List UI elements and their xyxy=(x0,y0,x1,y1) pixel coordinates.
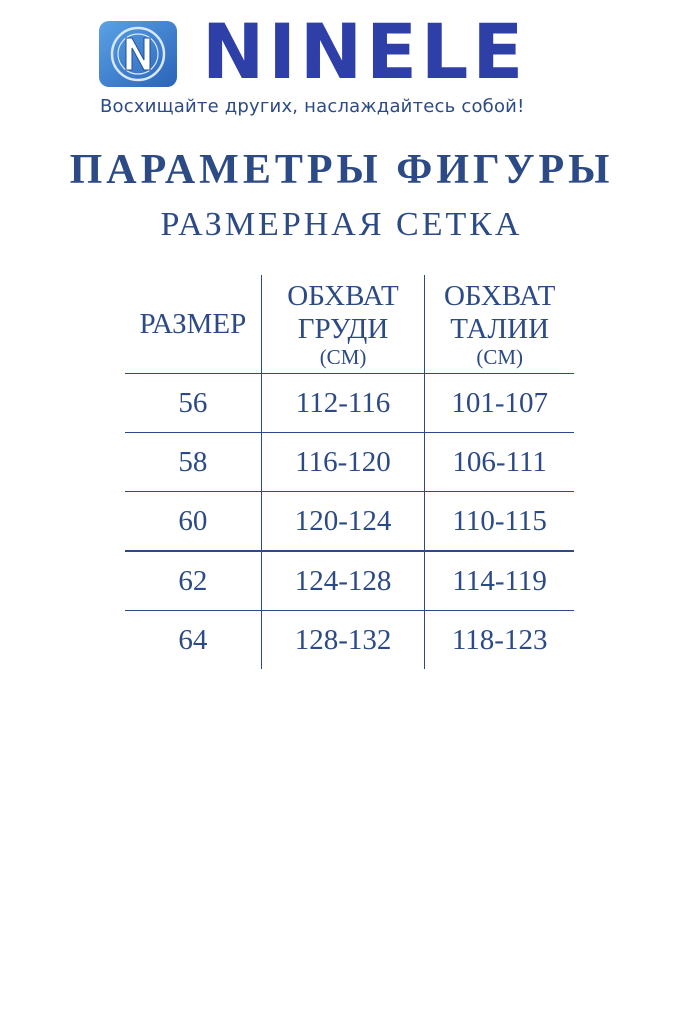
header-bust-unit: (СМ) xyxy=(319,345,367,369)
cell-bust: 112-116 xyxy=(261,374,425,432)
header-waist-label2: ТАЛИИ xyxy=(450,313,550,345)
cell-waist: 118-123 xyxy=(424,611,574,669)
header-bust-label2: ГРУДИ xyxy=(297,313,389,345)
cell-bust: 116-120 xyxy=(261,433,425,491)
table-header-row xyxy=(125,275,574,374)
cell-bust: 120-124 xyxy=(261,492,425,550)
page-subtitle: РАЗМЕРНАЯ СЕТКА xyxy=(160,206,523,243)
header-waist-label: ОБХВАТ xyxy=(443,280,556,312)
cell-size: 56 xyxy=(178,386,208,419)
brand-header xyxy=(98,7,598,96)
brand-name: NINELE xyxy=(202,7,528,96)
table-row xyxy=(125,433,574,492)
cell-bust: 124-128 xyxy=(261,552,425,610)
header-size xyxy=(125,275,261,373)
cell-size: 60 xyxy=(178,504,208,537)
cell-size: 64 xyxy=(178,623,208,656)
table-row xyxy=(125,374,574,433)
table-row xyxy=(125,611,574,669)
table-row xyxy=(125,492,574,552)
cell-waist: 110-115 xyxy=(424,492,574,550)
cell-waist: 106-111 xyxy=(424,433,574,491)
table-row xyxy=(125,552,574,611)
header-bust xyxy=(261,275,425,373)
page-title: ПАРАМЕТРЫ ФИГУРЫ xyxy=(69,147,614,193)
cell-size: 62 xyxy=(178,564,208,597)
size-table xyxy=(125,275,574,669)
brand-tagline: Восхищайте других, наслаждайтесь собой! xyxy=(100,96,525,117)
cell-waist: 101-107 xyxy=(424,374,574,432)
ninele-logo-icon xyxy=(98,20,178,88)
header-bust-label: ОБХВАТ xyxy=(287,280,399,312)
header-waist xyxy=(424,275,574,373)
cell-bust: 128-132 xyxy=(261,611,425,669)
header-size-label: РАЗМЕР xyxy=(139,307,247,340)
cell-waist: 114-119 xyxy=(424,552,574,610)
header-waist-unit: (СМ) xyxy=(476,345,524,369)
cell-size: 58 xyxy=(178,445,208,478)
